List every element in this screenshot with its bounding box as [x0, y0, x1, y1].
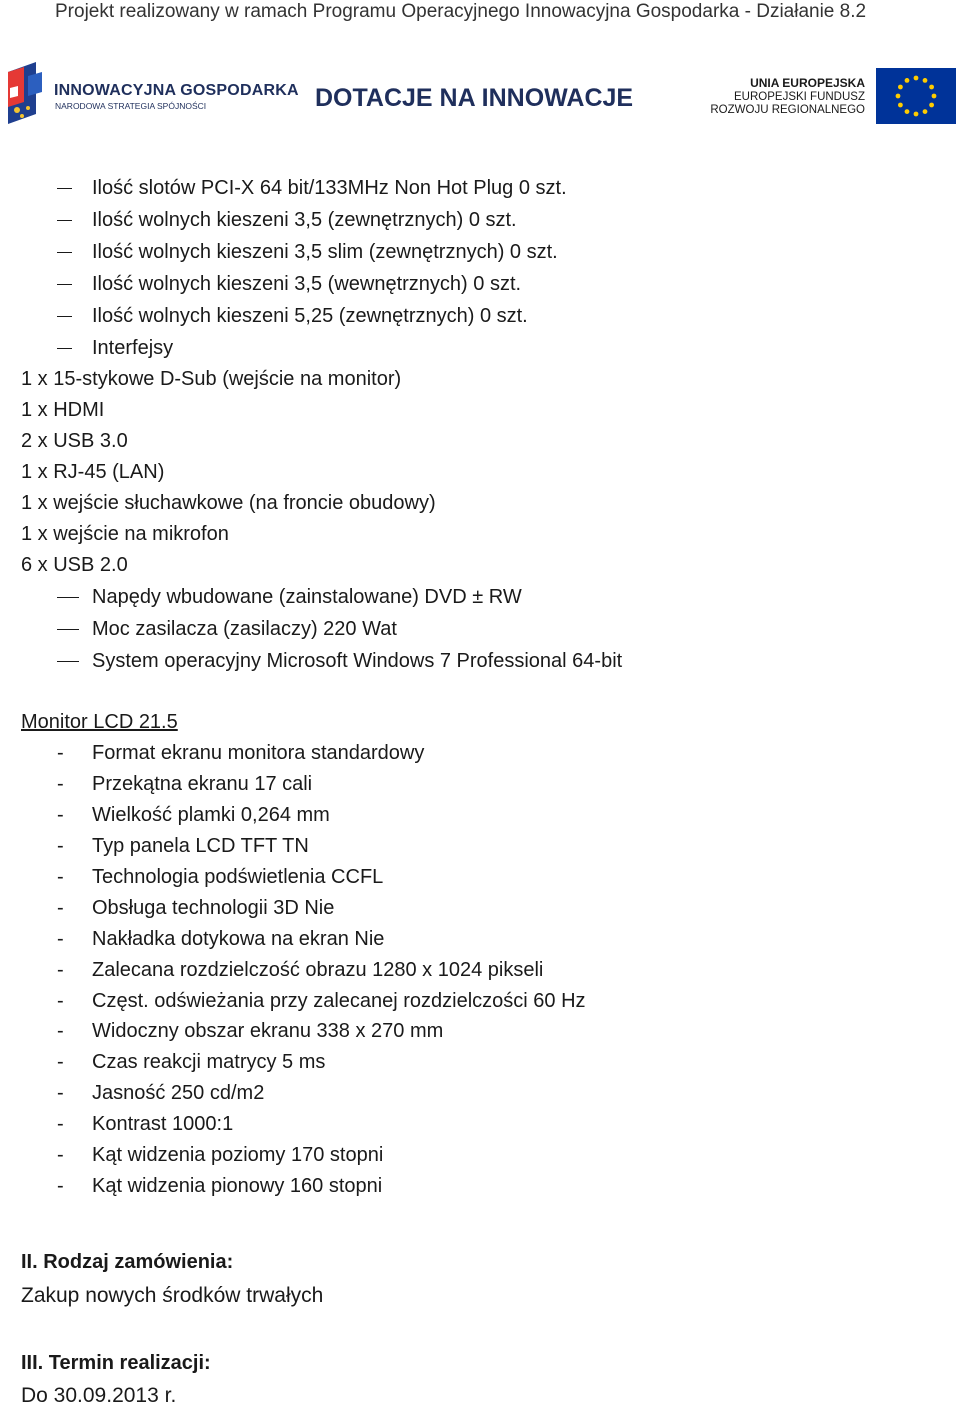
page-title: DOTACJE NA INNOWACJE: [315, 84, 634, 112]
hyphen-bullet-icon: -: [57, 928, 64, 950]
interface-item: 1 x HDMI: [21, 399, 105, 421]
list-item-text: Ilość wolnych kieszeni 3,5 (zewnętrznych) 0 szt.: [92, 209, 517, 231]
hyphen-bullet-icon: -: [57, 959, 64, 981]
list-item-text: Kontrast 1000:1: [92, 1113, 234, 1135]
list-item-text: Obsługa technologii 3D Nie: [92, 897, 335, 919]
deadline-value: Do 30.09.2013 r.: [21, 1384, 177, 1407]
hyphen-bullet-icon: -: [57, 773, 64, 795]
eu-logo-line2: EUROPEJSKI FUNDUSZ: [734, 91, 865, 103]
list-item-text: Jasność 250 cd/m2: [92, 1082, 265, 1104]
eu-logo-line1: UNIA EUROPEJSKA: [750, 76, 865, 90]
hyphen-bullet-icon: -: [57, 804, 64, 826]
list-item-text: Kąt widzenia pionowy 160 stopni: [92, 1175, 383, 1197]
hyphen-bullet-icon: -: [57, 1051, 64, 1073]
eu-flag-icon: [876, 68, 956, 124]
hyphen-bullet-icon: -: [57, 1020, 64, 1042]
interface-item: 1 x RJ-45 (LAN): [21, 461, 165, 483]
list-item-text: Typ panela LCD TFT TN: [92, 835, 309, 857]
interface-item: 1 x 15-stykowe D-Sub (wejście na monitor): [21, 368, 402, 390]
hyphen-bullet-icon: -: [57, 1113, 64, 1135]
interface-item: 1 x wejście słuchawkowe (na froncie obudowy): [21, 492, 436, 514]
list-item-text: Moc zasilacza (zasilaczy) 220 Wat: [92, 618, 397, 640]
interface-item: 2 x USB 3.0: [21, 430, 128, 452]
list-item-text: Kąt widzenia poziomy 170 stopni: [92, 1144, 384, 1166]
hyphen-bullet-icon: -: [57, 1144, 64, 1166]
dash-bullet-icon: [57, 348, 72, 349]
left-logo-name: INNOWACYJNA GOSPODARKA: [54, 82, 299, 99]
deadline-heading: III. Termin realizacji:: [21, 1352, 211, 1374]
list-item-text: Wielkość plamki 0,264 mm: [92, 804, 330, 826]
hyphen-bullet-icon: -: [57, 742, 64, 764]
innowacyjna-gospodarka-logo: [8, 62, 299, 124]
dash-bullet-icon: [57, 220, 72, 221]
eu-logo: [710, 68, 957, 126]
dash-bullet-icon: [57, 252, 72, 253]
list-item-text: Technologia podświetlenia CCFL: [92, 866, 384, 888]
hyphen-bullet-icon: -: [57, 897, 64, 919]
dash-bullet-icon: [57, 597, 79, 598]
hyphen-bullet-icon: -: [57, 1175, 64, 1197]
hyphen-bullet-icon: -: [57, 835, 64, 857]
eu-logo-line3: ROZWOJU REGIONALNEGO: [710, 104, 865, 116]
dash-bullet-icon: [57, 629, 79, 630]
list-item-text: Ilość wolnych kieszeni 5,25 (zewnętrznych) 0 szt.: [92, 305, 528, 327]
hyphen-bullet-icon: -: [57, 866, 64, 888]
list-item-text: Zalecana rozdzielczość obrazu 1280 x 1024 pikseli: [92, 959, 544, 981]
order-type-heading: II. Rodzaj zamówienia:: [21, 1251, 234, 1273]
hyphen-bullet-icon: -: [57, 1082, 64, 1104]
list-item-text: Przekątna ekranu 17 cali: [92, 773, 313, 795]
left-logo-subtitle: NARODOWA STRATEGIA SPÓJNOŚCI: [55, 101, 207, 111]
list-item-text: Nakładka dotykowa na ekran Nie: [92, 928, 385, 950]
hyphen-bullet-icon: -: [57, 990, 64, 1012]
list-item-text: Napędy wbudowane (zainstalowane) DVD ± RW: [92, 586, 522, 608]
list-item-text: System operacyjny Microsoft Windows 7 Professional 64-bit: [92, 650, 623, 672]
list-item-text: Ilość wolnych kieszeni 3,5 (wewnętrznych) 0 szt.: [92, 273, 522, 295]
project-header-line: Projekt realizowany w ramach Programu Operacyjnego Innowacyjna Gospodarka - Działanie 8.2: [55, 1, 867, 22]
dash-bullet-icon: [57, 284, 72, 285]
list-item-text: Format ekranu monitora standardowy: [92, 742, 425, 764]
dash-bullet-icon: [57, 188, 72, 189]
list-item-text: Ilość slotów PCI-X 64 bit/133MHz Non Hot Plug 0 szt.: [92, 177, 567, 199]
dash-bullet-icon: [57, 316, 72, 317]
dash-bullet-icon: [57, 661, 79, 662]
list-item-text: Częst. odświeżania przy zalecanej rozdzielczości 60 Hz: [92, 990, 586, 1012]
monitor-section-title: Monitor LCD 21.5: [21, 711, 178, 733]
list-item-text: Widoczny obszar ekranu 338 x 270 mm: [92, 1020, 444, 1042]
interface-item: 1 x wejście na mikrofon: [21, 523, 229, 545]
order-type-value: Zakup nowych środków trwałych: [21, 1284, 324, 1307]
interface-item: 6 x USB 2.0: [21, 554, 128, 576]
logo-flag-icon: [8, 62, 44, 124]
list-item-text: Ilość wolnych kieszeni 3,5 slim (zewnętrznych) 0 szt.: [92, 241, 558, 263]
list-item-text: Czas reakcji matrycy 5 ms: [92, 1051, 326, 1073]
list-item-text: Interfejsy: [92, 337, 174, 359]
